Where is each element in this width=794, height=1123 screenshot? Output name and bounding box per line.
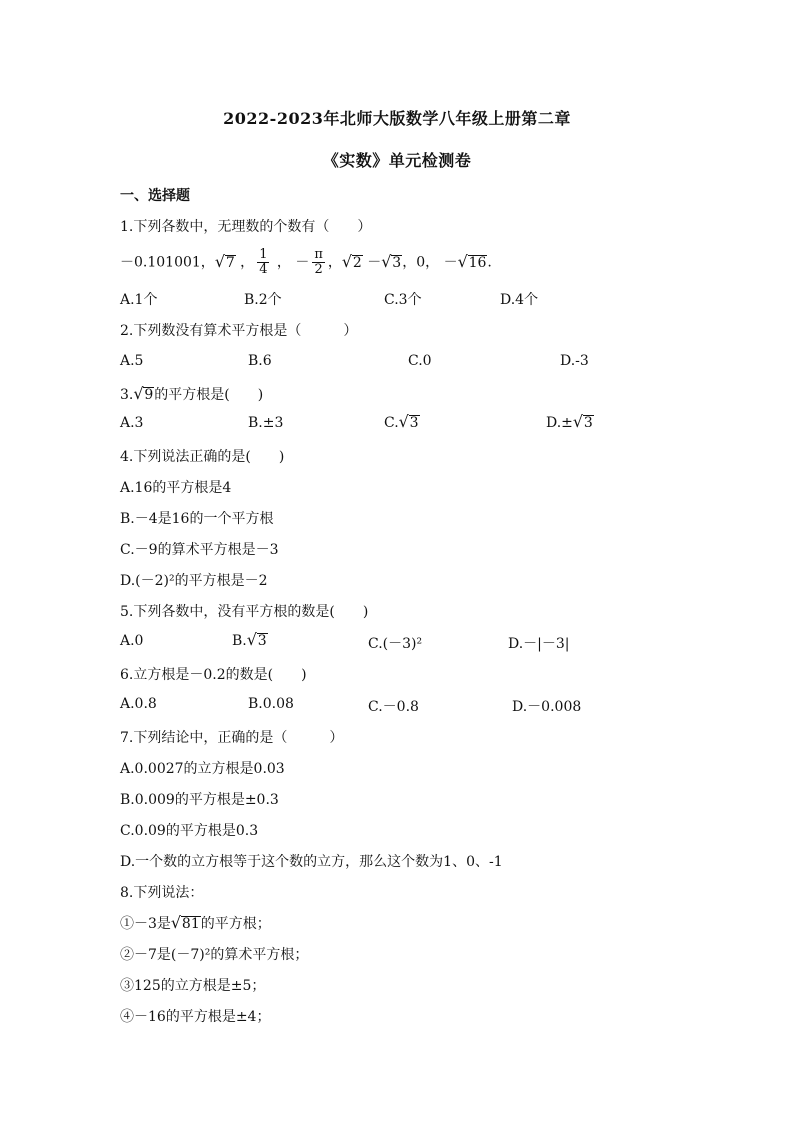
question-8-statement-2: ②－7是(－7)²的算术平方根； <box>120 947 309 963</box>
expr-text: ， <box>327 254 342 271</box>
question-1-option-c: C.3个 <box>384 292 422 308</box>
question-4-stem: 4.下列说法正确的是( ) <box>120 449 285 465</box>
question-2-option-c: C.0 <box>408 353 432 369</box>
question-6-option-b: B.0.08 <box>248 696 294 712</box>
sqrt-symbol <box>248 633 268 649</box>
question-1-option-d: D.4个 <box>500 292 539 308</box>
sqrt-symbol <box>574 415 594 431</box>
question-5-option-c: C.(－3)² <box>368 636 423 652</box>
radicand: 3 <box>409 415 419 431</box>
document-subtitle: 《实数》单元检测卷 <box>322 151 472 170</box>
question-8-statement-3: ③125的立方根是±5； <box>120 978 266 994</box>
expr-text: －0.101001， <box>120 254 215 271</box>
option-label: B. <box>232 633 247 649</box>
document-title: 2022-2023年北师大版数学八年级上册第二章 <box>223 109 571 128</box>
sqrt-symbol <box>459 255 488 271</box>
fraction <box>312 248 325 277</box>
sqrt-symbol <box>216 255 236 271</box>
question-4-option-c: C.－9的算术平方根是－3 <box>120 542 279 558</box>
question-4-option-b: B.－4是16的一个平方根 <box>120 511 274 527</box>
radicand: 3 <box>257 633 267 649</box>
question-5-option-d: D.－|－3| <box>508 636 570 652</box>
question-7-stem: 7.下列结论中，正确的是（ ） <box>120 730 344 746</box>
radicand: 81 <box>181 916 200 932</box>
question-4-option-d: D.(－2)²的平方根是－2 <box>120 573 268 589</box>
question-6-option-a: A.0.8 <box>120 696 157 712</box>
expr-text: . <box>487 254 492 271</box>
denominator: 4 <box>259 262 268 277</box>
question-5-option-a: A.0 <box>120 633 144 649</box>
option-label: C. <box>384 415 399 431</box>
radicand: 3 <box>583 415 593 431</box>
question-4-option-a: A.16的平方根是4 <box>120 480 232 496</box>
question-2-option-d: D.-3 <box>560 353 589 369</box>
sqrt-symbol <box>343 255 363 271</box>
stem-text: 的平方根是( ) <box>154 387 264 403</box>
expr-text: ，0， － <box>402 254 458 271</box>
sqrt-symbol <box>134 387 154 403</box>
question-2-option-b: B.6 <box>248 353 272 369</box>
option-label: D.± <box>546 415 573 431</box>
statement-text: 的平方根； <box>200 916 271 932</box>
question-2-stem: 2.下列数没有算术平方根是（ ） <box>120 323 358 339</box>
question-1-stem: 1.下列各数中，无理数的个数有（ ） <box>120 219 372 235</box>
question-2-option-a: A.5 <box>120 353 144 369</box>
radicand: 9 <box>144 387 154 403</box>
numerator: 1 <box>259 247 268 262</box>
sqrt-symbol <box>172 916 201 932</box>
expr-text: ， <box>235 254 255 271</box>
fraction <box>257 248 269 277</box>
statement-text: ①－3是 <box>120 916 171 932</box>
denominator: 2 <box>314 262 323 277</box>
question-7-option-a: A.0.0027的立方根是0.03 <box>120 761 285 777</box>
radicand: 7 <box>225 254 235 271</box>
question-3-option-b: B.±3 <box>248 415 284 431</box>
question-number: 3. <box>120 387 134 403</box>
question-3-option-c <box>384 415 420 431</box>
question-1-option-b: B.2个 <box>244 292 282 308</box>
sqrt-symbol <box>400 415 420 431</box>
numerator: π <box>314 247 323 262</box>
question-7-option-d: D.一个数的立方根等于这个数的立方，那么这个数为1、0、-1 <box>120 854 503 870</box>
question-6-option-d: D.－0.008 <box>512 699 582 715</box>
radicand: 2 <box>352 254 362 271</box>
question-3-option-d <box>546 415 594 431</box>
expr-text: － <box>362 254 382 271</box>
radicand: 16 <box>468 254 487 271</box>
question-3-option-a: A.3 <box>120 415 144 431</box>
question-5-option-b <box>232 633 268 649</box>
question-1-option-a: A.1个 <box>120 292 158 308</box>
expr-text: ， － <box>272 254 310 271</box>
section-heading: 一、选择题 <box>120 188 190 204</box>
question-6-stem: 6.立方根是－0.2的数是( ) <box>120 667 307 683</box>
radicand: 3 <box>392 254 402 271</box>
question-7-option-b: B.0.009的平方根是±0.3 <box>120 792 279 808</box>
sqrt-symbol <box>382 255 402 271</box>
question-7-option-c: C.0.09的平方根是0.3 <box>120 823 259 839</box>
question-8-statement-4: ④－16的平方根是±4； <box>120 1009 271 1025</box>
question-5-stem: 5.下列各数中，没有平方根的数是( ) <box>120 604 369 620</box>
question-8-stem: 8.下列说法： <box>120 885 204 901</box>
question-6-option-c: C.－0.8 <box>368 699 419 715</box>
question-1-expression <box>120 248 492 277</box>
question-8-statement-1 <box>120 913 271 933</box>
question-3-stem <box>120 384 263 404</box>
